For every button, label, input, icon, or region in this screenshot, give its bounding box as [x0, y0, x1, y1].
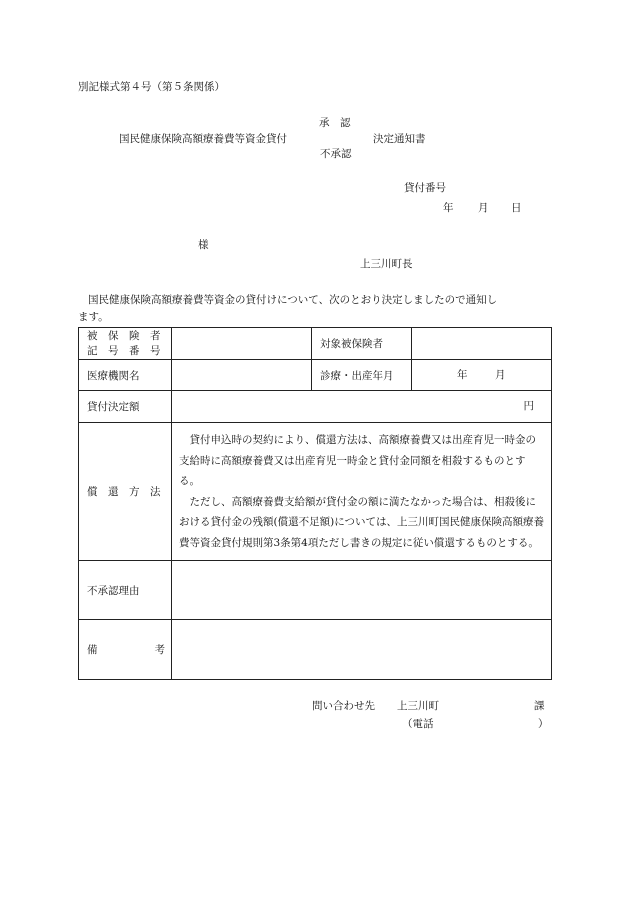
insured-number-label-line2: 記 号 番 号: [87, 344, 161, 357]
repayment-method-text: [172, 423, 552, 561]
title-reject-option: 不承認: [320, 148, 352, 160]
table-row: [79, 391, 552, 423]
target-insured-field[interactable]: [412, 328, 552, 360]
contact-town: 上三川町: [397, 700, 439, 712]
insured-number-label: [79, 328, 172, 360]
insured-number-field[interactable]: [172, 328, 312, 360]
remarks-field[interactable]: [172, 620, 552, 680]
repayment-text-paragraph1: 貸付申込時の契約により、償還方法は、高額療養費又は出産育児一時金の支給時に高額療養費又は出産育児一時金と貸付金同額を相殺するものとする。: [179, 434, 536, 487]
table-row: [79, 620, 552, 680]
date-month-label: 月: [478, 202, 489, 214]
table-row: [79, 328, 552, 360]
contact-phone-label: （電話: [402, 718, 434, 730]
remarks-label: [79, 620, 172, 680]
treatment-birth-date-label: 診療・出産年月: [312, 360, 412, 391]
table-row: [79, 561, 552, 620]
contact-label: 問い合わせ先: [312, 700, 375, 712]
remarks-label-left: 備: [87, 644, 98, 656]
medical-institution-label: 医療機関名: [79, 360, 172, 391]
rejection-reason-field[interactable]: [172, 561, 552, 620]
body-text-line2: ます。: [78, 311, 109, 323]
table-row: [79, 423, 552, 561]
loan-amount-label: 貸付決定額: [79, 391, 172, 423]
date-day-label: 日: [511, 202, 522, 214]
treatment-birth-date-field[interactable]: [412, 360, 552, 391]
repayment-text-paragraph2: ただし、高額療養費支給額が貸付金の額に満たなかった場合は、相殺後における貸付金の残額(償還不足額)については、上三川町国民健康保険高額療養費等資金貸付規則第3条第4項ただし書きの規定に従い償還するものとする。: [179, 495, 544, 549]
target-insured-label: 対象被保険者: [312, 328, 412, 360]
notification-form-table: [78, 327, 552, 680]
loan-number-label: 貸付番号: [404, 182, 446, 194]
insured-number-label-line1: 被 保 険 者: [87, 329, 161, 342]
date-year-label: 年: [443, 202, 454, 214]
remarks-label-right: 考: [154, 644, 165, 656]
treatment-year-label: 年: [457, 369, 468, 381]
medical-institution-field[interactable]: [172, 360, 312, 391]
contact-phone-close: ）: [538, 718, 549, 730]
treatment-month-label: 月: [495, 369, 506, 381]
loan-amount-field[interactable]: [172, 391, 552, 423]
issuer-name: 上三川町長: [360, 258, 413, 270]
body-text-line1: 国民健康保険高額療養費等資金の貸付けについて、次のとおり決定しましたので通知し: [88, 294, 498, 306]
rejection-reason-label: 不承認理由: [79, 561, 172, 620]
repayment-method-label: 償 還 方 法: [79, 423, 172, 561]
table-row: [79, 360, 552, 391]
contact-section-suffix: 課: [534, 700, 545, 712]
document-title: 国民健康保険高額療養費等資金貸付: [119, 133, 287, 145]
addressee-honorific: 様: [198, 239, 209, 251]
title-approve-option: 承 認: [319, 117, 351, 129]
document-title-suffix: 決定通知書: [373, 133, 426, 145]
yen-unit: 円: [523, 400, 534, 412]
form-number-label: 別記様式第４号（第５条関係）: [78, 81, 225, 93]
